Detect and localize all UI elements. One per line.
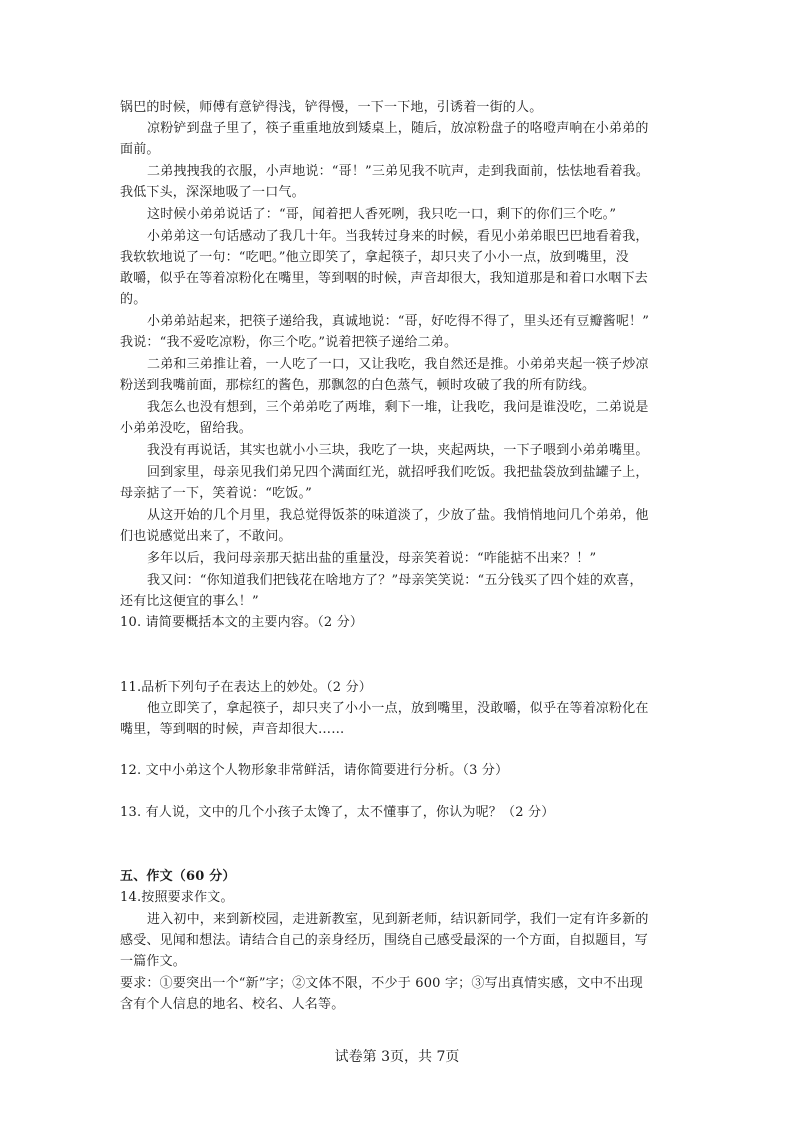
story-line: 我又问：“你知道我们把钱花在啥地方了？”母亲笑笑说：“五分钱买了四个娃的欢喜， (147, 573, 643, 588)
story-line: 们也说感觉出来了，不敢问。 (120, 529, 292, 544)
story-line: 二弟拽拽我的衣服，小声地说：“哥！”三弟见我不吭声，走到我面前，怯怯地看着我。 (147, 164, 650, 179)
question-11-quote: 他立即笑了，拿起筷子，却只夹了小小一点，放到嘴里，没敢嚼，似乎在等着凉粉化在 (147, 701, 649, 716)
story-line: 还有比这便宜的事么！” (120, 594, 259, 609)
story-line: 敢嚼，似乎在等着凉粉化在嘴里，等到咽的时候，声音却很大，我知道那是和着口水咽下去 (120, 271, 649, 286)
story-line: 小弟弟没吃，留给我。 (120, 421, 253, 436)
story-line: 小弟弟站起来，把筷子递给我，真诚地说：“哥，好吃得不得了，里头还有豆瓣酱呢！” (147, 314, 650, 329)
composition-prompt: 一篇作文。 (120, 954, 187, 969)
story-line: 二弟和三弟推让着，一人吃了一口，又让我吃，我自然还是推。小弟弟夹起一筷子炒凉 (147, 357, 649, 372)
story-line: 这时候小弟弟说话了：“哥，闻着把人香死咧，我只吃一口，剩下的你们三个吃。” (147, 207, 617, 222)
story-line: 我低下头，深深地吸了一口气。 (120, 185, 305, 200)
composition-requirements: 要求：①要突出一个“新”字；②文体不限，不少于 600 字；③写出真情实感，文中不出现 (120, 976, 643, 991)
question-10: 10. 请简要概括本文的主要内容。（2 分） (120, 615, 364, 630)
story-line: 的。 (120, 292, 147, 307)
composition-heading: 五、作文（60 分） (120, 869, 236, 884)
story-line: 从这开始的几个月里，我总觉得饭茶的味道淡了，少放了盐。我悄悄地问几个弟弟，他 (147, 508, 649, 523)
composition-prompt: 进入初中，来到新校园，走进新教室，见到新老师，结识新同学，我们一定有许多新的 (147, 912, 649, 927)
story-line: 锅巴的时候，师傅有意铲得浅，铲得慢，一下一下地，引诱着一街的人。 (120, 100, 543, 115)
story-line: 我软软地说了一句：“吃吧。”他立即笑了，拿起筷子，却只夹了小小一点，放到嘴里，没 (120, 250, 629, 265)
page-number: 试卷第 3页，共 7页 (334, 1049, 460, 1065)
story-line: 粉送到我嘴前面，那棕红的酱色，那飘忽的白色蒸气，顿时攻破了我的所有防线。 (120, 378, 596, 393)
story-line: 我没有再说话，其实也就小小三块，我吃了一块，夹起两块，一下子喂到小弟弟嘴里。 (147, 443, 649, 458)
story-line: 我说：“我不爱吃凉粉，你三个吃。”说着把筷子递给二弟。 (120, 335, 458, 350)
composition-requirements: 含有个人信息的地名、校名、人名等。 (120, 997, 345, 1012)
story-line: 小弟弟这一句话感动了我几十年。当我转过身来的时候，看见小弟弟眼巴巴地看着我， (147, 229, 649, 244)
story-line: 我怎么也没有想到，三个弟弟吃了两堆，剩下一堆，让我吃，我问是谁没吃，二弟说是 (147, 400, 649, 415)
question-14: 14.按照要求作文。 (120, 890, 234, 905)
question-13: 13. 有人说，文中的几个小孩子太馋了，太不懂事了，你认为呢？（2 分） (120, 805, 555, 820)
question-11-quote: 嘴里，等到咽的时候，声音却很大…… (120, 722, 345, 737)
composition-prompt: 感受、见闻和想法。请结合自己的亲身经历，围绕自己感受最深的一个方面，自拟题目，写 (120, 933, 649, 948)
question-11: 11.品析下列句子在表达上的妙处。（2 分） (120, 680, 372, 695)
question-12: 12. 文中小弟这个人物形象非常鲜活，请你简要进行分析。（3 分） (120, 763, 509, 778)
story-line: 面前。 (120, 142, 160, 157)
story-line: 母亲掂了一下，笑着说：“吃饭。” (120, 486, 312, 501)
story-line: 凉粉铲到盘子里了，筷子重重地放到矮桌上，随后，放凉粉盘子的咯噔声响在小弟弟的 (147, 121, 649, 136)
story-line: 回到家里，母亲见我们弟兄四个满面红光，就招呼我们吃饭。我把盐袋放到盐罐子上， (147, 465, 649, 480)
story-line: 多年以后，我问母亲那天掂出盐的重量没，母亲笑着说：“咋能掂不出来？！” (147, 551, 597, 566)
